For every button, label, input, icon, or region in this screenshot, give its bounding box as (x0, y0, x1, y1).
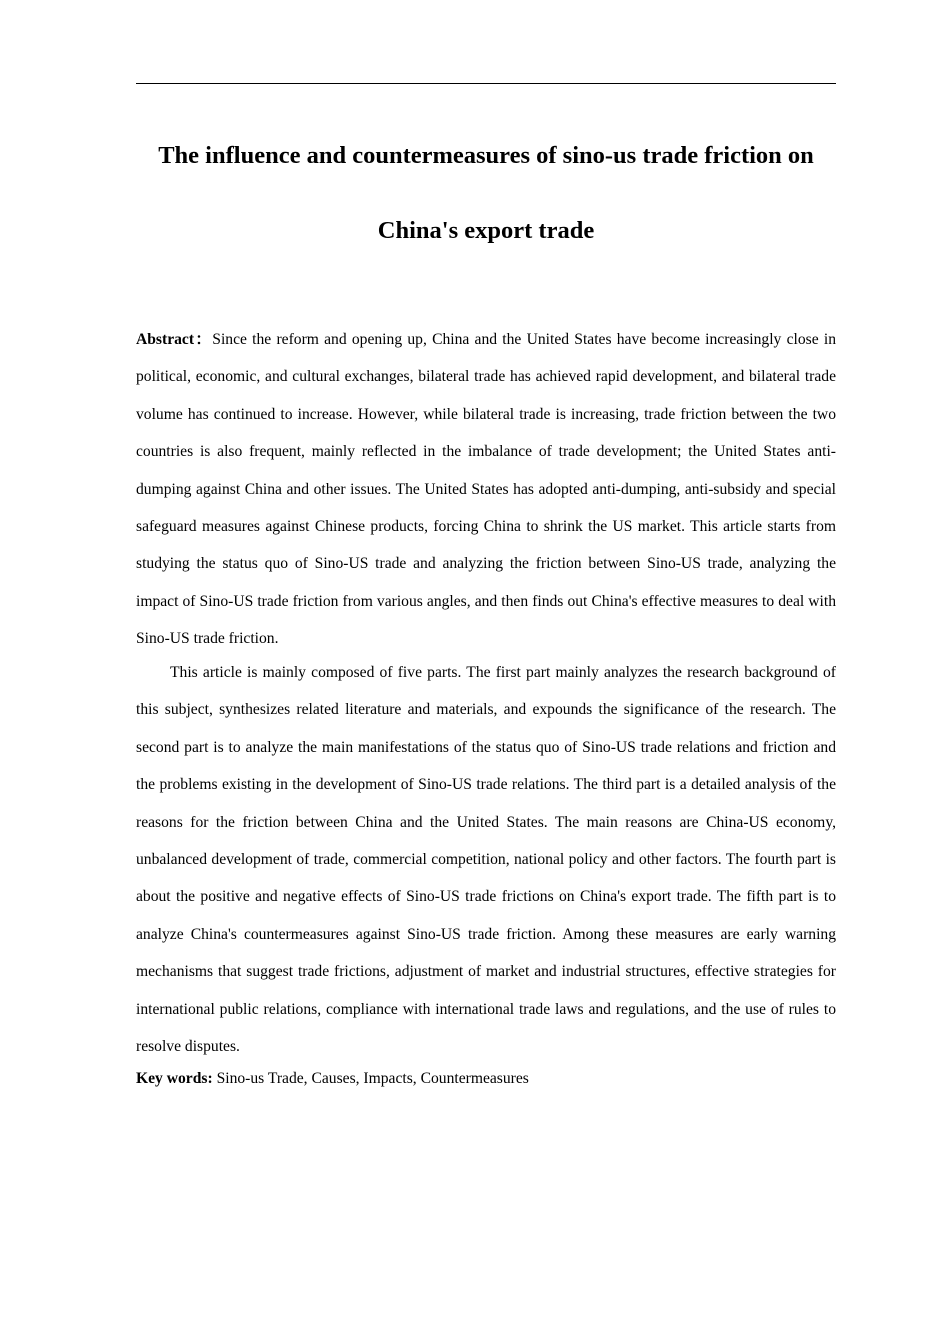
keywords-label: Key words: (136, 1070, 213, 1087)
abstract-paragraph (136, 321, 836, 658)
abstract-text: Since the reform and opening up, China and the United States have become increasingly close in political, economic, and cultural exchanges, bilateral trade has achieved rapid development, and bilateral trade volume has continued to increase. However, while bilateral trade is increasing, trade friction between the two countries is also frequent, mainly reflected in the imbalance of trade development; the United States anti-dumping against China and other issues. The United States has adopted anti-dumping, anti-subsidy and special safeguard measures against Chinese products, forcing China to shrink the US market. This article starts from studying the status quo of Sino-US trade and analyzing the friction between Sino-US trade, analyzing the impact of Sino-US trade friction from various angles, and then finds out China's effective measures to deal with Sino-US trade friction. (136, 331, 836, 648)
keywords-text: Sino-us Trade, Causes, Impacts, Countermeasures (216, 1070, 529, 1087)
title-line-2: China's export trade (377, 217, 595, 244)
title-line-1: The influence and countermeasures of sino-us trade friction on (158, 142, 814, 169)
header-rule (136, 83, 836, 84)
abstract-label: Abstract： (136, 331, 213, 348)
structure-paragraph: This article is mainly composed of five parts. The first part mainly analyzes the research background of this subject, synthesizes related literature and materials, and expounds the significance of the research. The second part is to analyze the main manifestations of the status quo of Sino-US trade relations and friction and the problems existing in the development of Sino-US trade relations. The third part is a detailed analysis of the reasons for the friction between China and the United States. The main reasons are China-US economy, unbalanced development of trade, commercial competition, national policy and other factors. The fourth part is about the positive and negative effects of Sino-US trade frictions on China's export trade. The fifth part is to analyze China's countermeasures against Sino-US trade friction. Among these measures are early warning mechanisms that suggest trade frictions, adjustment of market and industrial structures, effective strategies for international public relations, compliance with international trade laws and regulations, and the use of rules to resolve disputes. (136, 664, 836, 1056)
document-title (136, 118, 836, 268)
keywords-line (136, 1064, 836, 1094)
